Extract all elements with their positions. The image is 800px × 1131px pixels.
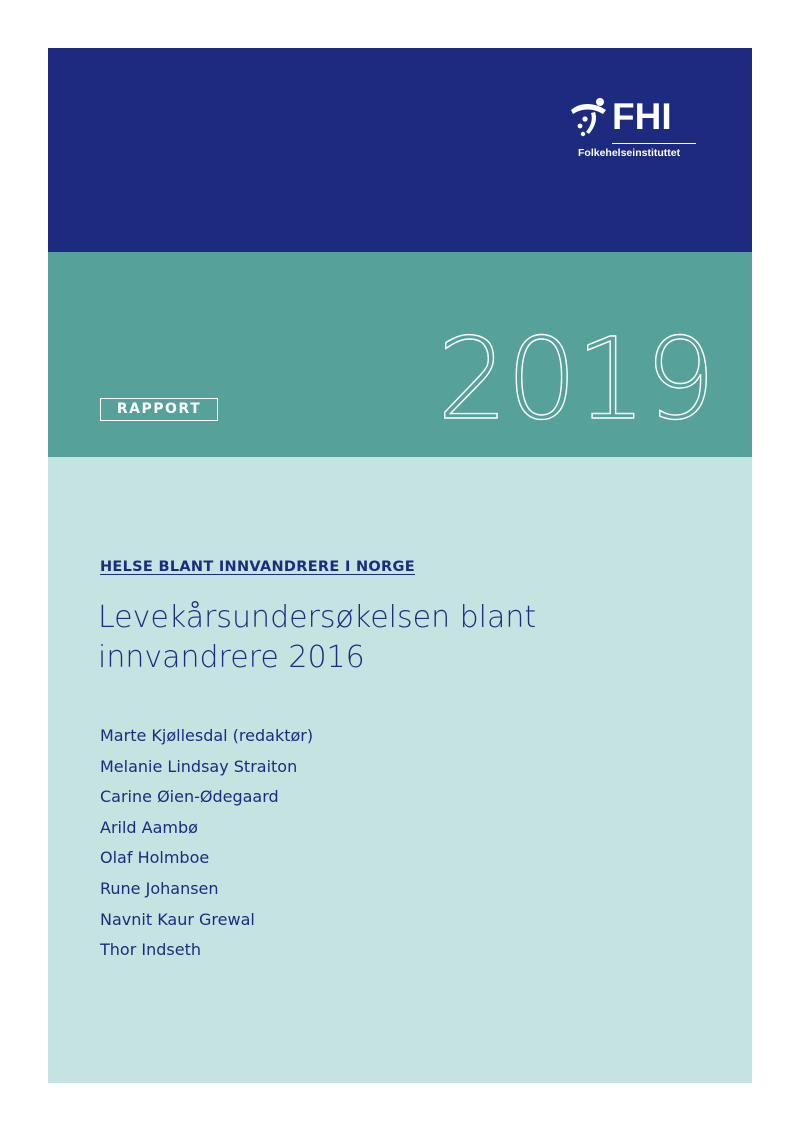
fhi-logo bbox=[568, 96, 708, 166]
report-title-line-1: Levekårsundersøkelsen blant bbox=[98, 600, 537, 635]
report-year: 2019 bbox=[436, 315, 714, 445]
author: Olaf Holmboe bbox=[100, 848, 210, 868]
author: Navnit Kaur Grewal bbox=[100, 909, 255, 929]
author: Marte Kjøllesdal (redaktør) bbox=[100, 726, 314, 745]
author: Rune Johansen bbox=[100, 878, 219, 898]
author: Arild Aambø bbox=[100, 817, 198, 837]
fhi-figure-logo-icon bbox=[568, 96, 612, 142]
author-list bbox=[100, 721, 313, 966]
author: Thor Indseth bbox=[100, 940, 201, 960]
logo-subtitle: Folkehelseinstituttet bbox=[578, 147, 681, 159]
author: Melanie Lindsay Straiton bbox=[100, 756, 298, 776]
header-band bbox=[48, 48, 752, 252]
logo-name: FHI bbox=[612, 96, 672, 137]
logo-divider bbox=[612, 143, 696, 144]
author: Carine Øien-Ødegaard bbox=[100, 787, 279, 807]
report-type-badge: RAPPORT bbox=[100, 398, 218, 421]
series-title: HELSE BLANT INNVANDRERE I NORGE bbox=[100, 559, 415, 575]
report-cover bbox=[48, 48, 752, 1083]
report-title-line-2: innvandrere 2016 bbox=[98, 640, 365, 675]
report-title bbox=[98, 598, 698, 678]
